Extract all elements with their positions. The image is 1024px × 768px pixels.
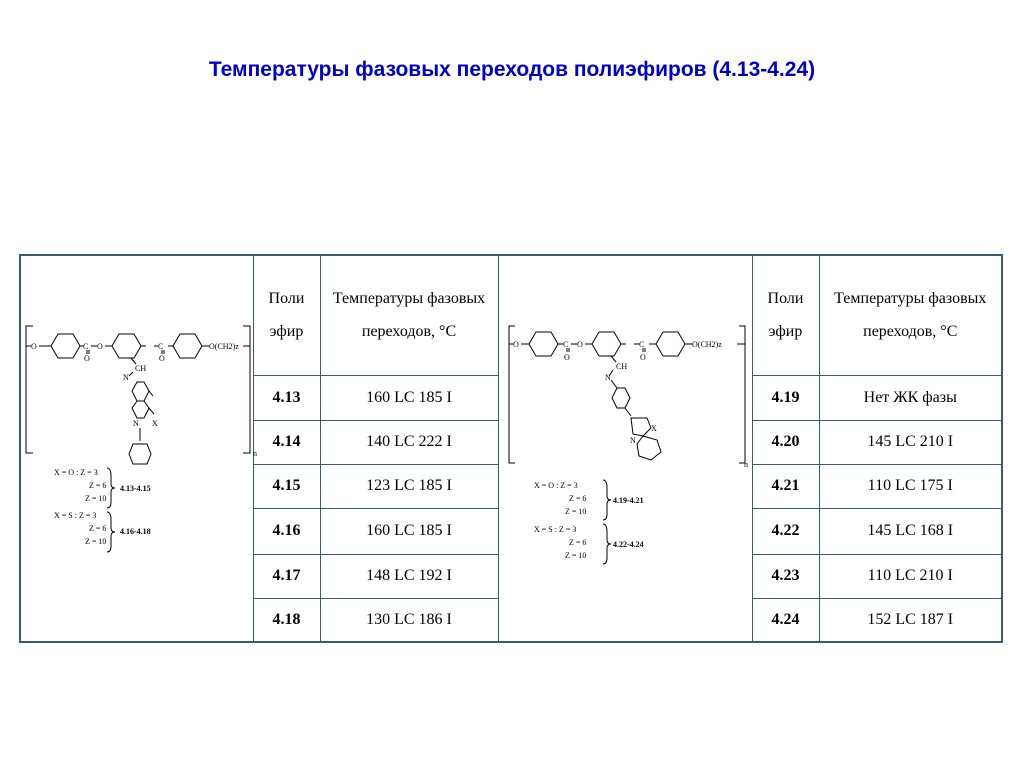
code-cell: 4.23 — [752, 554, 819, 598]
svg-text:X = O : Z = 3: X = O : Z = 3 — [533, 481, 578, 490]
code-cell: 4.24 — [752, 598, 819, 642]
svg-text:O: O — [576, 340, 583, 349]
svg-text:N: N — [133, 419, 139, 428]
code-cell: 4.17 — [253, 554, 320, 598]
structure-left — [20, 255, 257, 642]
svg-text:O(CH2)z: O(CH2)z — [691, 340, 722, 349]
svg-text:X = O : Z = 3: X = O : Z = 3 — [54, 468, 98, 477]
header-polyester-right: Поли эфир — [752, 255, 819, 375]
svg-text:4.16-4.18: 4.16-4.18 — [120, 527, 151, 536]
svg-text:Z = 10: Z = 10 — [564, 551, 586, 560]
header-temperatures-left: Температуры фазовых переходов, °C — [320, 255, 498, 375]
svg-text:Z = 10: Z = 10 — [85, 494, 107, 503]
svg-text:O: O — [31, 342, 37, 351]
slide-title: Температуры фазовых переходов полиэфиров (4.13-4.24) — [208, 58, 816, 81]
svg-text:N: N — [604, 373, 611, 382]
svg-text:O: O — [97, 342, 103, 351]
svg-text:O: O — [84, 354, 90, 363]
temp-cell: 110 LC 210 I — [819, 554, 1002, 598]
svg-text:O: O — [639, 353, 646, 362]
temp-cell: 160 LC 185 I — [320, 375, 498, 420]
svg-text:CH: CH — [615, 362, 627, 371]
code-cell: 4.13 — [253, 375, 320, 420]
svg-text:4.19-4.21: 4.19-4.21 — [612, 496, 644, 505]
svg-text:4.22-4.24: 4.22-4.24 — [612, 540, 644, 549]
svg-text:C: C — [158, 342, 164, 351]
code-cell: 4.16 — [253, 508, 320, 554]
transition-temperature-table — [19, 254, 1003, 643]
temp-cell: 160 LC 185 I — [320, 508, 498, 554]
svg-text:C: C — [638, 340, 644, 349]
code-cell: 4.20 — [752, 420, 819, 464]
header-polyester-left: Поли эфир — [253, 255, 320, 375]
code-cell: 4.22 — [752, 508, 819, 554]
svg-text:C: C — [562, 340, 568, 349]
svg-text:O: O — [159, 354, 165, 363]
svg-text:Z = 6: Z = 6 — [568, 494, 586, 503]
svg-text:Z = 10: Z = 10 — [564, 507, 586, 516]
svg-text:X = S : Z = 3: X = S : Z = 3 — [54, 511, 97, 520]
temp-cell: 152 LC 187 I — [819, 598, 1002, 642]
svg-text:CH: CH — [135, 364, 147, 373]
temp-cell: 148 LC 192 I — [320, 554, 498, 598]
svg-text:O(CH2)z: O(CH2)z — [209, 342, 239, 351]
svg-text:Z = 6: Z = 6 — [568, 538, 586, 547]
code-cell: 4.19 — [752, 375, 819, 420]
svg-text:N: N — [123, 373, 129, 382]
svg-text:O: O — [563, 353, 570, 362]
code-cell: 4.21 — [752, 464, 819, 508]
svg-text:O: O — [512, 340, 519, 349]
temp-cell: 110 LC 175 I — [819, 464, 1002, 508]
svg-text:X: X — [650, 424, 657, 433]
code-cell: 4.15 — [253, 464, 320, 508]
svg-text:X: X — [152, 419, 158, 428]
code-cell: 4.14 — [253, 420, 320, 464]
svg-text:4.13-4.15: 4.13-4.15 — [120, 484, 151, 493]
temp-cell: 140 LC 222 I — [320, 420, 498, 464]
temp-cell: Нет ЖК фазы — [819, 375, 1002, 420]
structure-right — [498, 255, 752, 642]
temp-cell: 145 LC 168 I — [819, 508, 1002, 554]
temp-cell: 130 LC 186 I — [320, 598, 498, 642]
svg-text:X = S : Z = 3: X = S : Z = 3 — [533, 525, 576, 534]
svg-text:Z = 10: Z = 10 — [85, 537, 107, 546]
svg-text:n: n — [743, 460, 748, 469]
svg-text:N: N — [629, 436, 636, 445]
svg-text:Z = 6: Z = 6 — [89, 481, 107, 490]
svg-text:n: n — [253, 449, 257, 458]
svg-text:C: C — [83, 342, 89, 351]
code-cell: 4.18 — [253, 598, 320, 642]
temp-cell: 123 LC 185 I — [320, 464, 498, 508]
header-temperatures-right: Температуры фазовых переходов, °C — [819, 255, 1002, 375]
svg-text:Z = 6: Z = 6 — [89, 524, 107, 533]
temp-cell: 145 LC 210 I — [819, 420, 1002, 464]
